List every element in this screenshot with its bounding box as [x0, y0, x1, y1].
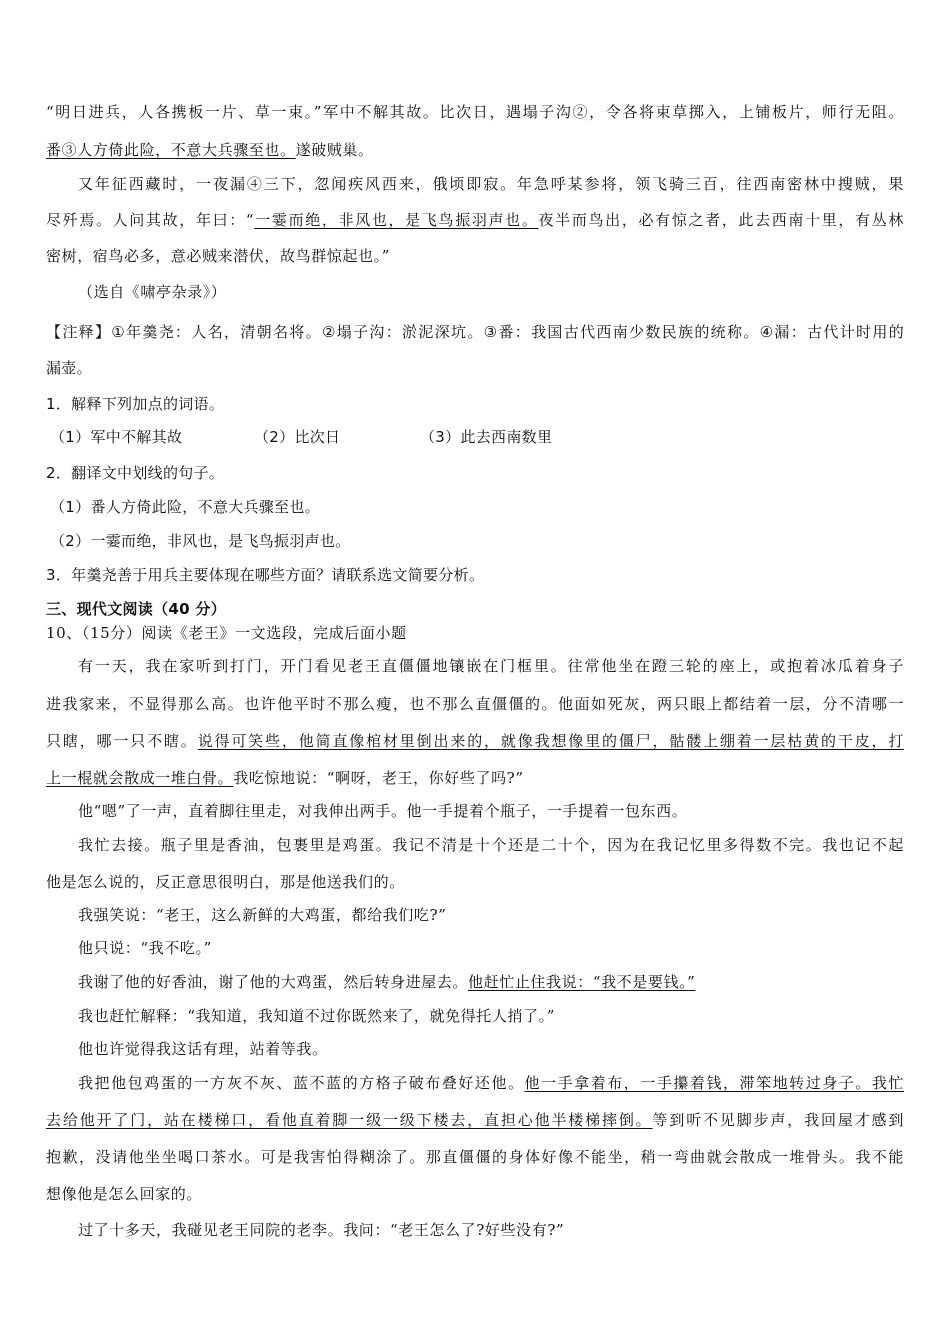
passage-line: 只瞎，哪一只不瞎。说得可笑些，他简直像棺材里倒出来的，就像我想像里的僵尸，骷髅上绷着一层枯黄的干皮，打: [46, 732, 904, 750]
passage-line: 想像他是怎么回家的。: [46, 1185, 203, 1203]
question-1-item-1: （1）军中不解其故: [50, 428, 183, 446]
passage-line: 我也赶忙解释：“我知道，我知道不过你既然来了，就免得托人捎了。”: [78, 1007, 556, 1025]
classical-line-2: 番③人方倚此险，不意大兵骤至也。遂破贼巢。: [46, 141, 374, 159]
classical-line-3: 又年征西藏时，一夜漏④三下，忽闻疾风西来，俄顷即寂。年急呼某参将，领飞骑三百，往西南密林中搜贼，果: [78, 175, 904, 193]
question-2-item-1: （1）番人方倚此险，不意大兵骤至也。: [50, 498, 320, 516]
question-2: 2．翻译文中划线的句子。: [46, 464, 225, 482]
underlined-passage: 他赶忙止住我说：“我不是要钱。”: [468, 973, 696, 991]
passage-line: 我强笑说：“老王，这么新鲜的大鸡蛋，都给我们吃?”: [78, 906, 447, 924]
passage-line: 上一棍就会散成一堆白骨。我吃惊地说：“啊呀，老王，你好些了吗?”: [46, 769, 524, 787]
classical-line-5: 密树，宿鸟必多，意必贼来潜伏，故鸟群惊起也。”: [46, 247, 390, 265]
source-citation: （选自《啸亭杂录》）: [78, 283, 227, 301]
underlined-sentence-2: 一霎而绝，非风也，是飞鸟振羽声也。: [254, 211, 539, 229]
passage-line: 他“嗯”了一声，直着脚往里走，对我伸出两手。他一手提着个瓶子，一手提着一包东西。: [78, 802, 688, 820]
annotation-line-2: 漏壶。: [46, 359, 92, 377]
underlined-passage: 上一棍就会散成一堆白骨。: [46, 769, 234, 787]
section-title: 三、现代文阅读（40 分）: [46, 600, 226, 618]
question-10-prompt: 10、（15分）阅读《老王》一文选段，完成后面小题: [46, 624, 407, 642]
underlined-passage: 他一手拿着布，一手攥着钱，滞笨地转过身子。我忙: [524, 1074, 904, 1092]
underlined-passage: 说得可笑些，他简直像棺材里倒出来的，就像我想像里的僵尸，骷髅上绷着一层枯黄的干皮，打: [197, 732, 904, 750]
passage-line: 进我家来，不显得那么高。也许他平时不那么瘦，也不那么直僵僵的。他面如死灰，两只眼上都结着一层，分不清哪一: [46, 695, 904, 713]
underlined-passage: 去给他开了门，站在楼梯口，看他直着脚一级一级下楼去，直担心他半楼梯摔倒。: [46, 1111, 653, 1129]
passage-line: 他只说：“我不吃。”: [78, 939, 212, 957]
question-2-item-2: （2）一霎而绝，非风也，是飞鸟振羽声也。: [50, 532, 351, 550]
passage-line: 抱歉，没请他坐坐喝口茶水。可是我害怕得糊涂了。那直僵僵的身体好像不能坐，稍一弯曲就会散成一堆骨头。我不能: [46, 1148, 904, 1166]
passage-line: 过了十多天，我碰见老王同院的老李。我问：“老王怎么了?好些没有?”: [78, 1221, 565, 1239]
passage-line: 我忙去接。瓶子里是香油，包裹里是鸡蛋。我记不清是十个还是二十个，因为在我记忆里多得数不完。我也记不起: [78, 836, 904, 854]
question-1: 1．解释下列加点的词语。: [46, 395, 225, 413]
classical-line-1: “明日进兵，人各携板一片、草一束。”军中不解其故。比次日，遇塌子沟②，令各将束草掷入，上铺板片，师行无阻。: [46, 103, 904, 121]
question-1-item-2: （2）比次日: [254, 428, 341, 446]
passage-line: 我谢了他的好香油，谢了他的大鸡蛋，然后转身进屋去。他赶忙止住我说：“我不是要钱。”: [78, 973, 696, 991]
passage-line: 有一天，我在家听到打门，开门看见老王直僵僵地镶嵌在门框里。往常他坐在蹬三轮的座上，或抱着冰瓜着身子: [78, 657, 904, 675]
passage-line: 他也许觉得我这话有理，站着等我。: [78, 1040, 328, 1058]
question-3: 3．年羹尧善于用兵主要体现在哪些方面？请联系选文简要分析。: [46, 566, 485, 584]
question-1-item-3: （3）此去西南数里: [420, 428, 553, 446]
classical-line-4: 尽歼焉。人问其故，年曰：“一霎而绝，非风也，是飞鸟振羽声也。夜半而鸟出，必有惊之者，此去西南十里，有丛林: [46, 211, 904, 229]
passage-line: 我把他包鸡蛋的一方灰不灰、蓝不蓝的方格子破布叠好还他。他一手拿着布，一手攥着钱，滞笨地转过身子。我忙: [78, 1074, 904, 1092]
underlined-sentence-1: 番③人方倚此险，不意大兵骤至也。: [46, 141, 296, 159]
annotation-line-1: 【注释】①年羹尧：人名，清朝名将。②塌子沟：淤泥深坑。③番：我国古代西南少数民族的统称。④漏：古代计时用的: [46, 323, 904, 341]
passage-line: 他是怎么说的，反正意思很明白，那是他送我们的。: [46, 873, 405, 891]
passage-line: 去给他开了门，站在楼梯口，看他直着脚一级一级下楼去，直担心他半楼梯摔倒。等到听不见脚步声，我回屋才感到: [46, 1111, 904, 1129]
